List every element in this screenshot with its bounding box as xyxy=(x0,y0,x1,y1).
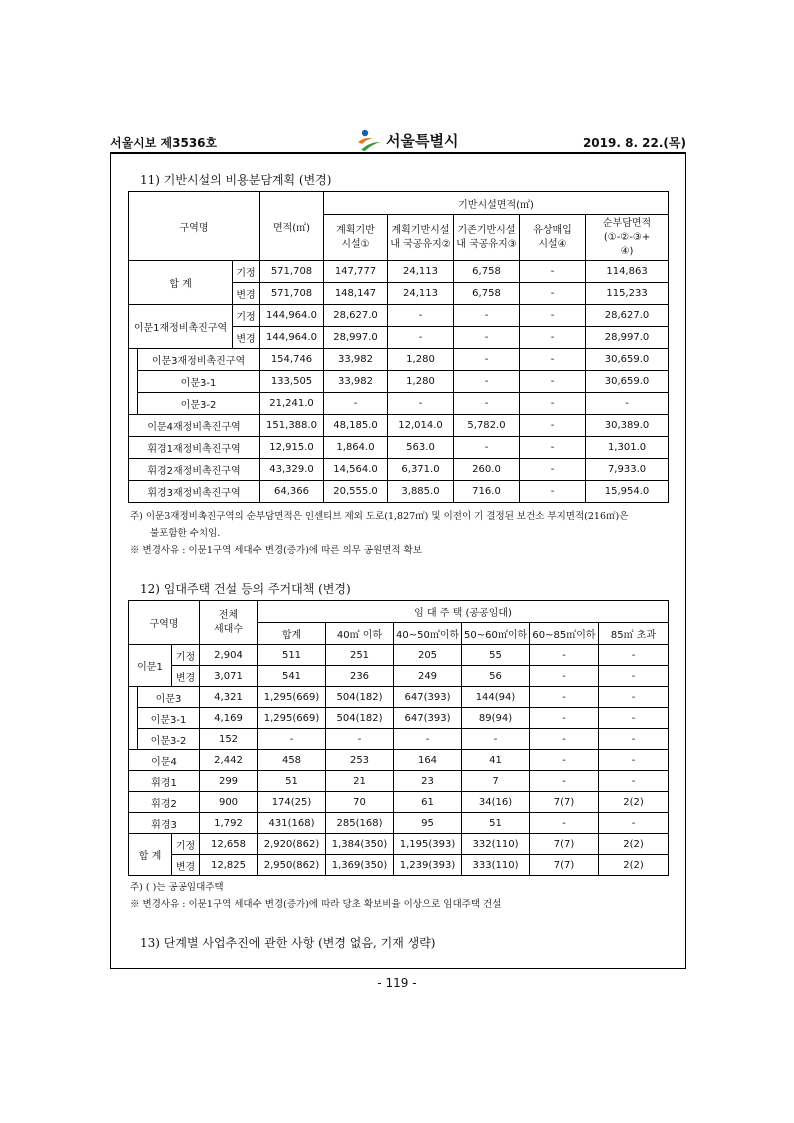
cell: 1,295(669) xyxy=(258,708,326,729)
cell: 3,885.0 xyxy=(388,481,454,503)
cell: - xyxy=(530,729,599,750)
cell: - xyxy=(462,729,530,750)
cell: - xyxy=(324,393,388,415)
header-rental-group: 임 대 주 택 (공공임대) xyxy=(258,601,669,623)
cell: - xyxy=(599,750,669,771)
cell: - xyxy=(520,481,586,503)
cell: 260.0 xyxy=(454,459,520,481)
indent-spacer xyxy=(129,349,138,415)
cell: 1,792 xyxy=(200,813,258,834)
cell: - xyxy=(599,645,669,666)
table-row xyxy=(129,687,669,708)
cell: 23 xyxy=(394,771,462,792)
row-sub: 변경 xyxy=(172,666,200,687)
cell: - xyxy=(520,261,586,283)
cell: 2,950(862) xyxy=(258,855,326,876)
cell: - xyxy=(388,305,454,327)
row-name: 휘경3재정비촉진구역 xyxy=(129,481,260,503)
row-sub: 변경 xyxy=(172,855,200,876)
cell: 4,169 xyxy=(200,708,258,729)
cell: 70 xyxy=(326,792,394,813)
header-zone: 구역명 xyxy=(129,192,260,261)
table-row xyxy=(129,834,669,855)
header-existing-public-land: 기존기반시설 내 국공유지③ xyxy=(454,215,520,261)
cell: 299 xyxy=(200,771,258,792)
page-header xyxy=(110,128,686,152)
cell: 114,863 xyxy=(586,261,669,283)
cell: 51 xyxy=(462,813,530,834)
cell: - xyxy=(520,393,586,415)
cell: 30,389.0 xyxy=(586,415,669,437)
header-size-1: 40㎡ 이하 xyxy=(326,623,394,645)
cell: - xyxy=(599,666,669,687)
row-name: 휘경2재정비촉진구역 xyxy=(129,459,260,481)
cell: 2(2) xyxy=(599,792,669,813)
cell: 6,758 xyxy=(454,283,520,305)
publication-label: 서울시보 제3536호 xyxy=(110,136,218,150)
cell: 144,964.0 xyxy=(260,327,324,349)
cell: 48,185.0 xyxy=(324,415,388,437)
row-sub: 변경 xyxy=(233,283,260,305)
issue-date: 2019. 8. 22.(목) xyxy=(582,136,686,150)
seoul-logo xyxy=(356,128,458,152)
cell: 154,746 xyxy=(260,349,324,371)
section-11-title: 11) 기반시설의 비용분담계획 (변경) xyxy=(140,173,332,187)
cell: 115,233 xyxy=(586,283,669,305)
cell: - xyxy=(388,393,454,415)
cell: 253 xyxy=(326,750,394,771)
header-sum: 합계 xyxy=(258,623,326,645)
cell: 64,366 xyxy=(260,481,324,503)
section-11-note-1-cont: 불포함한 수치임. xyxy=(150,528,221,539)
cell: - xyxy=(520,371,586,393)
cell: - xyxy=(454,393,520,415)
row-name: 휘경1재정비촉진구역 xyxy=(129,437,260,459)
row-name: 이문1재정비촉진구역 xyxy=(129,305,233,349)
cell: 1,369(350) xyxy=(326,855,394,876)
row-name: 휘경2 xyxy=(129,792,200,813)
cell: 33,982 xyxy=(324,371,388,393)
cell: 1,301.0 xyxy=(586,437,669,459)
cell: - xyxy=(520,437,586,459)
cell: 148,147 xyxy=(324,283,388,305)
header-area: 면적(㎡) xyxy=(260,192,324,261)
cell: 152 xyxy=(200,729,258,750)
cell: 28,997.0 xyxy=(324,327,388,349)
cell: 24,113 xyxy=(388,283,454,305)
logo-text: 서울특별시 xyxy=(386,131,459,150)
section-12-title: 12) 임대주택 건설 등의 주거대책 (변경) xyxy=(140,582,351,596)
cell: 900 xyxy=(200,792,258,813)
cell: 28,997.0 xyxy=(586,327,669,349)
cell: - xyxy=(454,371,520,393)
cell: 1,295(669) xyxy=(258,687,326,708)
cell: - xyxy=(520,327,586,349)
cell: - xyxy=(454,327,520,349)
cell: 1,195(393) xyxy=(394,834,462,855)
cell: - xyxy=(599,813,669,834)
cell: - xyxy=(388,327,454,349)
cell: 133,505 xyxy=(260,371,324,393)
table-row xyxy=(129,393,669,415)
row-name: 이문3 xyxy=(138,687,200,708)
cell: 151,388.0 xyxy=(260,415,324,437)
cell: 61 xyxy=(394,792,462,813)
cell: - xyxy=(530,771,599,792)
cell: 504(182) xyxy=(326,708,394,729)
cell: 511 xyxy=(258,645,326,666)
cell: 55 xyxy=(462,645,530,666)
cell: 1,280 xyxy=(388,349,454,371)
cell: 251 xyxy=(326,645,394,666)
cell: 12,014.0 xyxy=(388,415,454,437)
cell: 28,627.0 xyxy=(324,305,388,327)
cell: 89(94) xyxy=(462,708,530,729)
row-name: 이문3-1 xyxy=(138,708,200,729)
cell: 7(7) xyxy=(530,792,599,813)
cell: - xyxy=(599,687,669,708)
cell: 41 xyxy=(462,750,530,771)
header-size-3: 50~60㎡이하 xyxy=(462,623,530,645)
cell: 14,564.0 xyxy=(324,459,388,481)
cell: 716.0 xyxy=(454,481,520,503)
row-name: 이문3-2 xyxy=(138,729,200,750)
cell: 174(25) xyxy=(258,792,326,813)
cell: 147,777 xyxy=(324,261,388,283)
cell: 2,904 xyxy=(200,645,258,666)
cell: - xyxy=(530,813,599,834)
cell: 34(16) xyxy=(462,792,530,813)
cell: 21 xyxy=(326,771,394,792)
row-name: 합 계 xyxy=(129,261,233,305)
cell: - xyxy=(454,305,520,327)
cell: 56 xyxy=(462,666,530,687)
cell: 2(2) xyxy=(599,855,669,876)
cell: - xyxy=(520,415,586,437)
rental-housing-table xyxy=(128,600,669,876)
row-sub: 기정 xyxy=(233,261,260,283)
cell: 205 xyxy=(394,645,462,666)
cell: 285(168) xyxy=(326,813,394,834)
header-net-burden: 순부담면적 (①-②-③+ ④) xyxy=(586,215,669,261)
cell: 164 xyxy=(394,750,462,771)
cell: 571,708 xyxy=(260,283,324,305)
cell: 1,864.0 xyxy=(324,437,388,459)
table-row xyxy=(129,459,669,481)
cell: - xyxy=(586,393,669,415)
header-size-2: 40~50㎡이하 xyxy=(394,623,462,645)
table-row xyxy=(129,813,669,834)
cell: - xyxy=(599,771,669,792)
header-total-units: 전체 세대수 xyxy=(200,601,258,645)
cell: - xyxy=(454,349,520,371)
row-sub: 기정 xyxy=(233,305,260,327)
cell: 33,982 xyxy=(324,349,388,371)
cell: - xyxy=(258,729,326,750)
cell: 332(110) xyxy=(462,834,530,855)
header-zone: 구역명 xyxy=(129,601,200,645)
row-sub: 변경 xyxy=(233,327,260,349)
row-name: 이문1 xyxy=(129,645,172,687)
section-13-title: 13) 단계별 사업추진에 관한 사항 (변경 없음, 기재 생략) xyxy=(140,936,436,950)
header-size-5: 85㎡ 초과 xyxy=(599,623,669,645)
cell: - xyxy=(599,729,669,750)
cell: 2,920(862) xyxy=(258,834,326,855)
row-name: 휘경3 xyxy=(129,813,200,834)
header-infra-group: 기반시설면적(㎡) xyxy=(324,192,669,215)
indent-spacer xyxy=(129,687,138,750)
cell: 7(7) xyxy=(530,855,599,876)
cell: 24,113 xyxy=(388,261,454,283)
cell: 15,954.0 xyxy=(586,481,669,503)
header-planned-public-land: 계획기반시설 내 국공유지② xyxy=(388,215,454,261)
cell: - xyxy=(520,349,586,371)
cell: - xyxy=(326,729,394,750)
cell: 20,555.0 xyxy=(324,481,388,503)
table-row xyxy=(129,371,669,393)
cell: - xyxy=(520,305,586,327)
section-12-note-1: 주) ( )는 공공임대주택 xyxy=(130,882,224,893)
cell: 333(110) xyxy=(462,855,530,876)
infrastructure-cost-table xyxy=(128,191,669,503)
cell: 30,659.0 xyxy=(586,349,669,371)
row-name: 이문3-2 xyxy=(138,393,260,415)
cell: 7 xyxy=(462,771,530,792)
cell: 12,825 xyxy=(200,855,258,876)
table-row xyxy=(129,792,669,813)
table-row xyxy=(129,729,669,750)
table-row xyxy=(129,666,669,687)
table-row xyxy=(129,645,669,666)
table-row xyxy=(129,305,669,327)
cell: 5,782.0 xyxy=(454,415,520,437)
section-11-note-2: ※ 변경사유 : 이문1구역 세대수 변경(증가)에 따른 의무 공원면적 확보 xyxy=(130,545,422,556)
row-name: 이문3-1 xyxy=(138,371,260,393)
cell: 12,915.0 xyxy=(260,437,324,459)
cell: - xyxy=(454,437,520,459)
row-name: 이문4 xyxy=(129,750,200,771)
cell: - xyxy=(394,729,462,750)
header-paid-purchase: 유상매입 시설④ xyxy=(520,215,586,261)
cell: - xyxy=(599,708,669,729)
cell: 1,384(350) xyxy=(326,834,394,855)
table-row xyxy=(129,855,669,876)
section-12-note-2: ※ 변경사유 : 이문1구역 세대수 변경(증가)에 따라 당초 확보비율 이상으로 임대주택 건설 xyxy=(130,899,502,910)
row-sub: 기정 xyxy=(172,834,200,855)
cell: 504(182) xyxy=(326,687,394,708)
cell: 2,442 xyxy=(200,750,258,771)
cell: 12,658 xyxy=(200,834,258,855)
cell: 3,071 xyxy=(200,666,258,687)
table-row xyxy=(129,349,669,371)
header-size-4: 60~85㎡이하 xyxy=(530,623,599,645)
row-name: 이문3재정비촉진구역 xyxy=(138,349,260,371)
section-11-note-1: 주) 이문3재정비촉진구역의 순부담면적은 인센티브 제외 도로(1,827㎡) 및 이전이 기 결정된 보건소 부지면적(216㎡)은 xyxy=(130,511,629,522)
cell: 2(2) xyxy=(599,834,669,855)
cell: 7(7) xyxy=(530,834,599,855)
cell: 95 xyxy=(394,813,462,834)
table-row xyxy=(129,481,669,503)
cell: 236 xyxy=(326,666,394,687)
cell: 51 xyxy=(258,771,326,792)
cell: 541 xyxy=(258,666,326,687)
cell: 571,708 xyxy=(260,261,324,283)
cell: 43,329.0 xyxy=(260,459,324,481)
row-sub: 기정 xyxy=(172,645,200,666)
table-row xyxy=(129,415,669,437)
table-row xyxy=(129,708,669,729)
table-row xyxy=(129,771,669,792)
cell: 28,627.0 xyxy=(586,305,669,327)
cell: 563.0 xyxy=(388,437,454,459)
cell: 1,280 xyxy=(388,371,454,393)
cell: - xyxy=(520,283,586,305)
cell: 30,659.0 xyxy=(586,371,669,393)
table-row xyxy=(129,437,669,459)
cell: 1,239(393) xyxy=(394,855,462,876)
cell: - xyxy=(530,687,599,708)
cell: 144,964.0 xyxy=(260,305,324,327)
row-name: 이문4재정비촉진구역 xyxy=(129,415,260,437)
cell: 249 xyxy=(394,666,462,687)
cell: 458 xyxy=(258,750,326,771)
cell: 4,321 xyxy=(200,687,258,708)
cell: - xyxy=(530,708,599,729)
cell: - xyxy=(530,666,599,687)
cell: - xyxy=(530,645,599,666)
cell: 144(94) xyxy=(462,687,530,708)
cell: 647(393) xyxy=(394,708,462,729)
cell: 431(168) xyxy=(258,813,326,834)
cell: 6,371.0 xyxy=(388,459,454,481)
cell: 7,933.0 xyxy=(586,459,669,481)
header-planned-infra: 계획기반 시설① xyxy=(324,215,388,261)
table-row xyxy=(129,750,669,771)
table-row xyxy=(129,261,669,283)
cell: 21,241.0 xyxy=(260,393,324,415)
page-number: - 119 - xyxy=(377,976,417,990)
row-name: 휘경1 xyxy=(129,771,200,792)
seoul-logo-icon xyxy=(356,128,382,152)
cell: - xyxy=(520,459,586,481)
cell: 647(393) xyxy=(394,687,462,708)
cell: - xyxy=(530,750,599,771)
cell: 6,758 xyxy=(454,261,520,283)
row-name: 합 계 xyxy=(129,834,172,876)
